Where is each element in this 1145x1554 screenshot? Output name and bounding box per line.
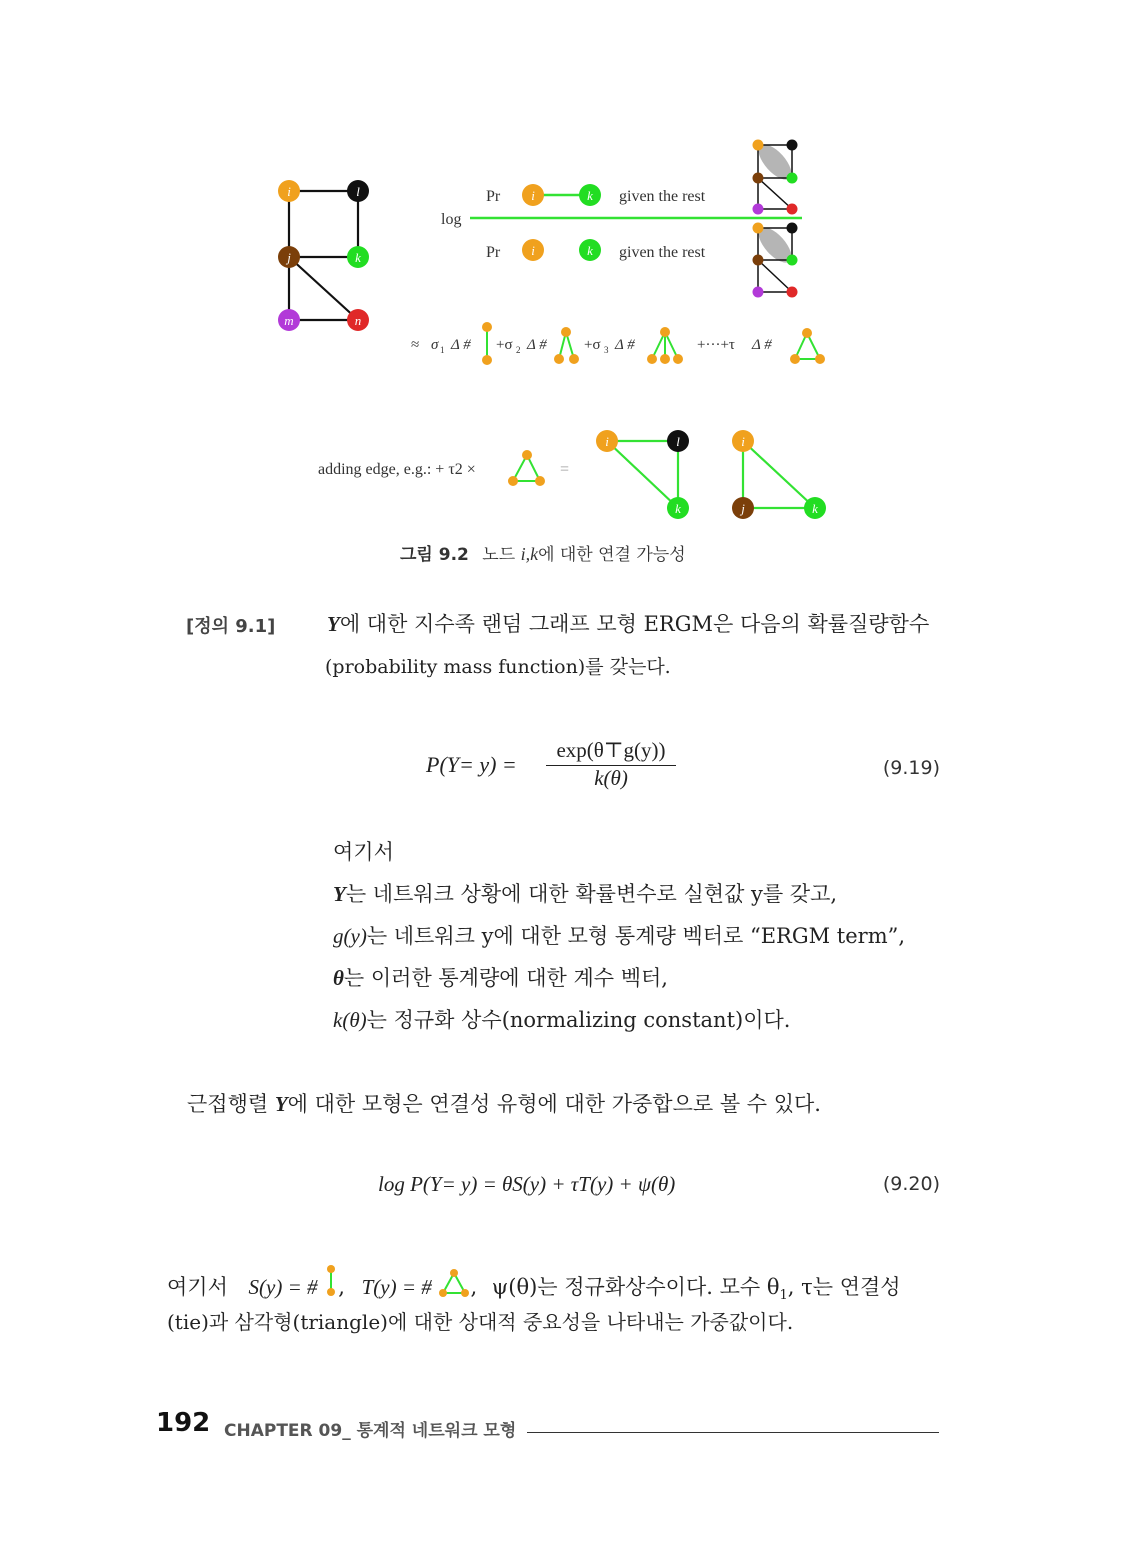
main-graph-nodes <box>278 180 369 331</box>
delta-hash-3: Δ # <box>615 337 635 353</box>
definition-line2: (probability mass function)를 갖는다. <box>325 656 671 678</box>
where-sym-2: θ <box>333 966 344 990</box>
caption-vars: i,k <box>520 544 539 564</box>
definition-var-y: Y <box>327 612 340 636</box>
paragraph2-rest: ψ(θ)는 정규화상수이다. 모수 θ <box>491 1275 780 1299</box>
paragraph1-var: Y <box>274 1092 288 1116</box>
given-rest-top: given the rest <box>619 188 706 205</box>
plus-sigma2: +σ <box>496 337 513 353</box>
node-label-k-tri1: k <box>675 501 681 516</box>
where-sym-0: Y <box>333 882 346 906</box>
page-number: 192 <box>156 1408 211 1438</box>
node-label-i: i <box>287 184 291 199</box>
rest-graph-top <box>753 139 798 215</box>
where-sym-3: k(θ) <box>333 1008 367 1032</box>
rest-graph-bottom <box>753 222 798 298</box>
equation-9-20: log P(Y= y) = θS(y) + τT(y) + ψ(θ) <box>378 1172 676 1196</box>
node-label-i-bottom: i <box>531 243 535 258</box>
approx-line <box>411 322 825 365</box>
node-label-k-top: k <box>587 188 593 203</box>
node-label-j-tri2: j <box>741 501 745 516</box>
delta-hash-2: Δ # <box>527 337 547 353</box>
where-sym-1: g(y) <box>333 924 367 948</box>
equation-9-19 <box>426 738 946 798</box>
adding-edge-row <box>318 430 826 519</box>
delta-hash-4: Δ # <box>752 337 772 353</box>
paragraph2-T: T(y) = # <box>361 1275 432 1299</box>
node-label-k: k <box>355 250 361 265</box>
definition-line1: 에 대한 지수족 랜덤 그래프 모형 ERGM은 다음의 확률질량함수 <box>339 612 930 636</box>
triangle-motif-icon <box>438 1268 470 1298</box>
plus-sigma3: +σ <box>584 337 601 353</box>
node-label-l-tri1: l <box>676 434 680 449</box>
node-label-i-tri2: i <box>741 434 745 449</box>
pr-label-top: Pr <box>486 188 501 205</box>
paragraph-1 <box>187 1088 821 1118</box>
caption-label: 그림 9.2 <box>400 545 469 565</box>
caption-text-pre: 노드 <box>482 545 516 565</box>
node-label-l: l <box>356 184 360 199</box>
definition-label: [정의 9.1] <box>186 616 276 637</box>
where-heading: 여기서 <box>333 840 394 864</box>
node-label-j: j <box>287 250 291 265</box>
tie-motif-icon <box>324 1264 338 1298</box>
node-label-m: m <box>284 313 294 328</box>
node-label-k-bottom: k <box>587 243 593 258</box>
sigma3-sub: 3 <box>604 345 609 355</box>
pr-label-bottom: Pr <box>486 244 501 261</box>
node-label-n: n <box>354 313 362 328</box>
approx-symbol: ≈ <box>411 337 420 353</box>
figure-caption <box>400 540 686 565</box>
paragraph-2: 여기서 S(y) = # , T(y) = # , ψ(θ)는 정규화상수이다. 모수 $\theta_1$, τ는 연결성 (tie)과 삼각형(triangle)에 대한 상대적 중요성을 나타내는 가중값이다. <box>167 1256 947 1336</box>
node-label-i-top: i <box>531 188 535 203</box>
paragraph2-end: , τ는 연결성 <box>787 1275 901 1299</box>
given-rest-bottom: given the rest <box>619 244 706 261</box>
where-text-1: 는 네트워크 y에 대한 모형 통계량 벡터로 “ERGM term”, <box>366 924 906 948</box>
delta-hash-1: Δ # <box>451 337 471 353</box>
eq920-number: (9.20) <box>882 1173 940 1195</box>
sigma1-sub: 1 <box>440 345 445 355</box>
node-label-k-tri2: k <box>812 501 818 516</box>
eq919-lhs: P(Y= y) = <box>426 752 517 777</box>
where-text-0: 는 네트워크 상황에 대한 확률변수로 실현값 y를 갖고, <box>345 882 838 906</box>
paragraph1-post: 에 대한 모형은 연결성 유형에 대한 가중합으로 볼 수 있다. <box>287 1092 821 1116</box>
eq919-denominator: k(θ) <box>594 766 628 790</box>
figure-9-2 <box>0 0 1145 530</box>
where-text-3: 는 정규화 상수(normalizing constant)이다. <box>366 1008 791 1032</box>
chapter-title: CHAPTER 09_ 통계적 네트워크 모형 <box>224 1421 517 1441</box>
paragraph2-sub: 1 <box>779 1288 788 1304</box>
sigma2-sub: 2 <box>516 345 521 355</box>
paragraph2-where: 여기서 <box>167 1275 228 1299</box>
where-text-2: 는 이러한 통계량에 대한 계수 벡터, <box>343 966 668 990</box>
eq919-number: (9.19) <box>882 757 940 779</box>
paragraph2-line2: (tie)과 삼각형(triangle)에 대한 상대적 중요성을 나타내는 가중값이다. <box>167 1310 794 1334</box>
caption-text-post: 에 대한 연결 가능성 <box>538 545 686 565</box>
paragraph1-pre: 근접행렬 <box>187 1092 275 1116</box>
sigma1: σ <box>431 337 439 353</box>
where-block <box>333 836 953 1036</box>
log-label: log <box>441 211 462 228</box>
plus-dots-tau: +···+τ <box>697 337 735 353</box>
footer-rule <box>527 1432 939 1433</box>
adding-edge-label: adding edge, e.g.: + τ2 × <box>318 461 476 478</box>
equals-sign: = <box>560 461 570 478</box>
node-label-i-tri1: i <box>605 434 609 449</box>
paragraph2-S: S(y) = # <box>248 1275 318 1299</box>
eq919-numerator: exp(θ⊤g(y)) <box>546 738 676 766</box>
